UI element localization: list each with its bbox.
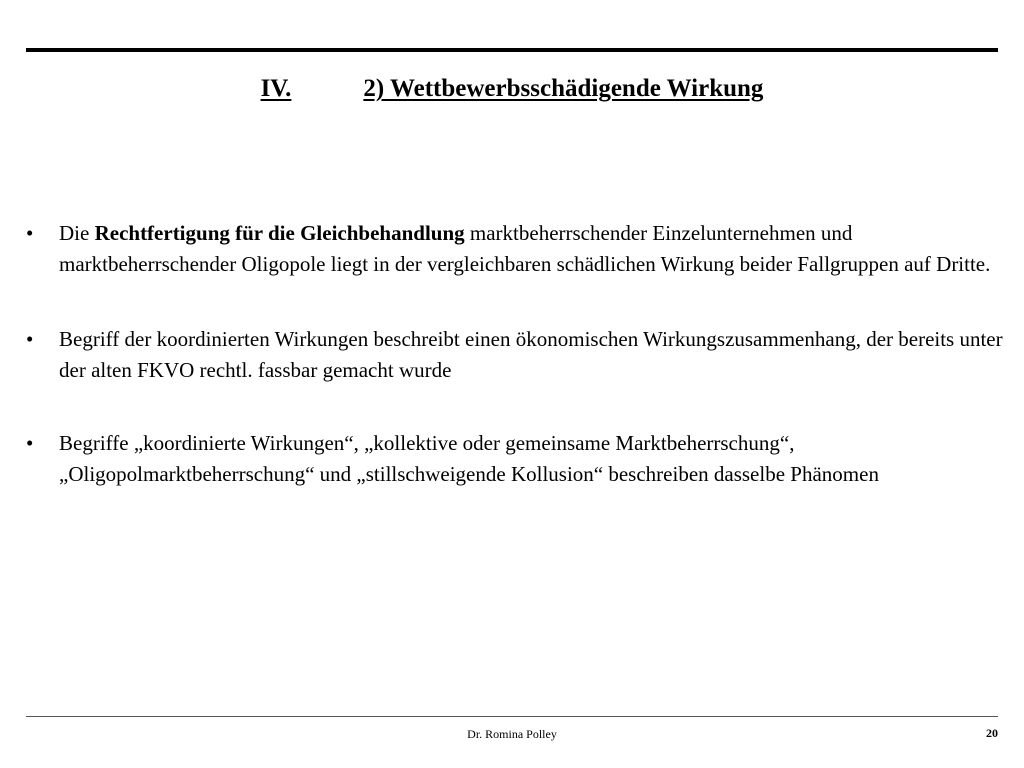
bullet-item-justification xyxy=(26,218,1006,280)
bullet-text-prefix: Die xyxy=(59,221,95,245)
bullet-marker: • xyxy=(26,221,34,245)
slide-title-text xyxy=(261,74,764,104)
footer-author: Dr. Romina Polley xyxy=(467,727,557,741)
title-heading: 2) Wettbewerbsschädigende Wirkung xyxy=(363,75,764,102)
bullet-text-bold: Rechtfertigung für die Gleichbehandlung xyxy=(94,221,465,245)
bullet-item-coordinated-effects xyxy=(26,324,1006,386)
bullet-text: Begriff der koordinierten Wirkungen beschreibt einen ökonomischen Wirkungszusammenhang, der bereits unter der alten FKVO rechtl. fassbar gemacht wurde xyxy=(59,327,1003,382)
bullet-text-suffix: marktbeherrschender Einzelunternehmen und marktbeherrschender Oligopole liegt in der vergleichbaren schädlichen Wirkung beider Fallgruppen auf Dritte. xyxy=(59,221,991,276)
slide-title xyxy=(0,74,1024,104)
bullet-item-terms xyxy=(26,428,1006,490)
bullet-marker: • xyxy=(26,327,34,351)
footer-page-number: 20 xyxy=(986,726,998,740)
bullet-marker: • xyxy=(26,431,34,455)
title-section-number: IV. xyxy=(260,75,292,102)
footer-divider-line xyxy=(26,716,998,717)
bullet-text: Begriffe „koordinierte Wirkungen“, „kollektive oder gemeinsame Marktbeherrschung“, „Oligopolmarktbeherrschung“ und „stillschweigende Kollusion“ beschreiben dasselbe Phänomen xyxy=(59,431,879,486)
top-divider-line xyxy=(26,48,998,52)
bullet-list xyxy=(26,218,1006,534)
